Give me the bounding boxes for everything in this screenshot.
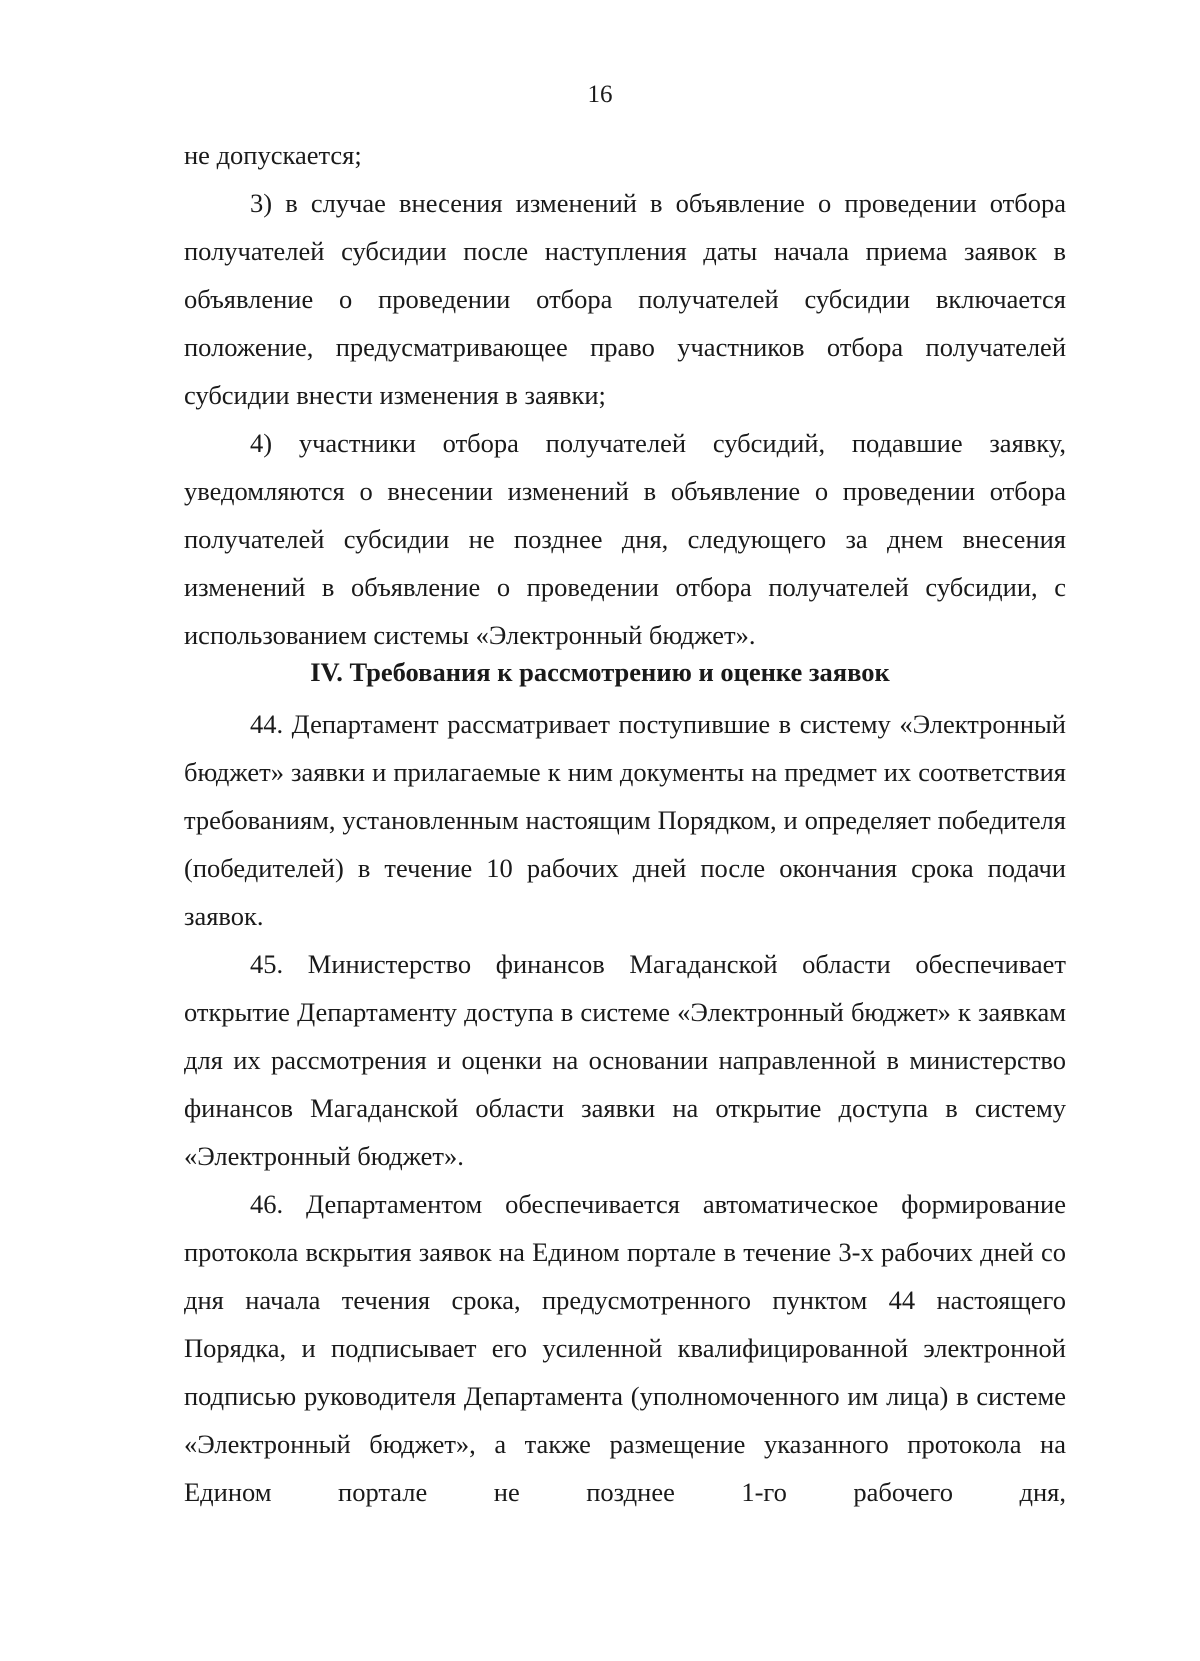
paragraph-item-3: 3) в случае внесения изменений в объявление о проведении отбора получателей субсидии после наступления даты начала приема заявок в объявление о проведении отбора получателей субсидии включается положение, предусматривающее право участников отбора получателей субсидии внести изменения в заявки; — [184, 188, 1066, 410]
text-block-upper — [184, 131, 1066, 659]
text-block-lower — [184, 700, 1066, 1516]
section-heading: IV. Требования к рассмотрению и оценке заявок — [310, 657, 890, 687]
paragraph-item-4: 4) участники отбора получателей субсидий, подавшие заявку, уведомляются о внесении изменений в объявление о проведении отбора получателей субсидии не позднее дня, следующего за днем внесения изменений в объявление о проведении отбора получателей субсидии, с использованием системы «Электронный бюджет». — [184, 428, 1066, 650]
page-number: 16 — [587, 81, 613, 108]
paragraph-46: 46. Департаментом обеспечивается автоматическое формирование протокола вскрытия заявок на Едином портале в течение 3-х рабочих дней со дня начала течения срока, предусмотренного пунктом 44 настоящего Порядка, и подписывает его усиленной квалифицированной электронной подписью руководителя Департамента (уполномоченного им лица) в системе «Электронный бюджет», а также размещение указанного протокола на Едином портале не позднее 1-го рабочего дня, — [184, 1189, 1066, 1507]
paragraph-45: 45. Министерство финансов Магаданской области обеспечивает открытие Департаменту доступа в системе «Электронный бюджет» к заявкам для их рассмотрения и оценки на основании направленной в министерство финансов Магаданской области заявки на открытие доступа в систему «Электронный бюджет». — [184, 949, 1066, 1171]
continuation-line: не допускается; — [184, 140, 362, 170]
paragraph-44: 44. Департамент рассматривает поступившие в систему «Электронный бюджет» заявки и прилагаемые к ним документы на предмет их соответствия требованиям, установленным настоящим Порядком, и определяет победителя (победителей) в течение 10 рабочих дней после окончания срока подачи заявок. — [184, 709, 1066, 931]
